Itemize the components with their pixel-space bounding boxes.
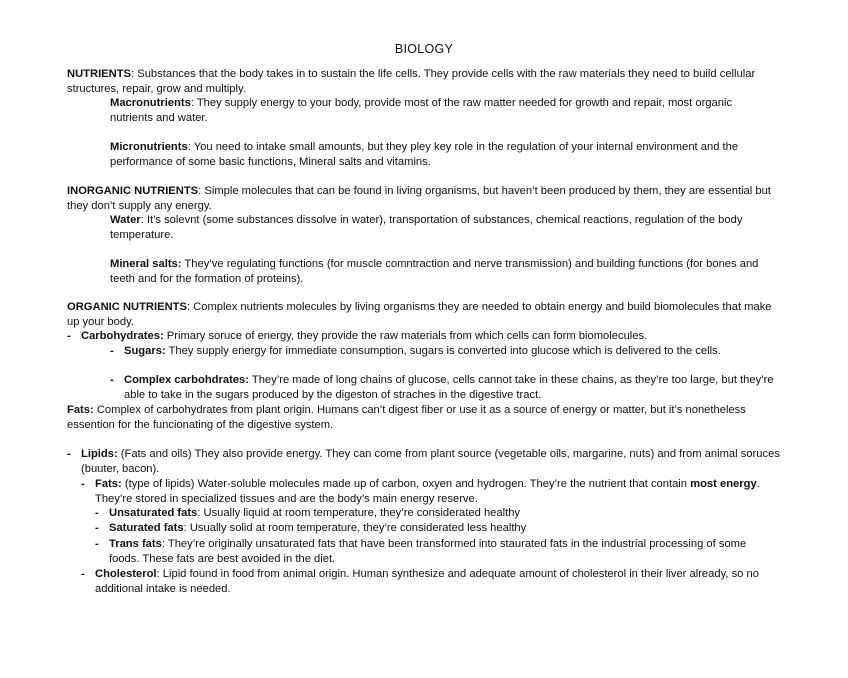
bullet-dash: - bbox=[110, 345, 114, 357]
saturated-fats-paragraph bbox=[109, 521, 769, 536]
nutrients-paragraph bbox=[67, 67, 787, 96]
inorganic-paragraph bbox=[67, 184, 787, 213]
fats-paragraph bbox=[95, 477, 760, 506]
fats-text-a: (type of lipids) Water-soluble molecules made up of carbon, oxyen and hydrogen. They’re the nutrient that contain bbox=[121, 478, 691, 490]
lipids-term: Lipids: bbox=[81, 448, 118, 460]
fats-note-term: Fats: bbox=[67, 404, 94, 416]
water-text: : It’s solevnt (some substances dissolve in water), transportation of substances, chemical reactions, regulation of the body temperature. bbox=[110, 214, 743, 241]
unsaturated-fats-text: : Usually liquid at room temperature, they’re considerated healthy bbox=[197, 507, 521, 519]
bullet-dash: - bbox=[95, 507, 99, 519]
saturated-fats-term: Saturated fats bbox=[109, 522, 184, 534]
carbohydrates-term: Carbohydrates: bbox=[81, 330, 164, 342]
nutrients-text: : Substances that the body takes in to sustain the life cells. They provide cells with the raw materials they need to build cellular structures, repair, grow and multiply. bbox=[67, 68, 756, 95]
page-title: BIOLOGY bbox=[394, 42, 454, 56]
bullet-dash: - bbox=[81, 478, 85, 490]
cholesterol-text: : Lipid found in food from animal origin. Human synthesize and adequate amount of cholesterol in their liver already, so no additional intake is needed. bbox=[95, 568, 759, 595]
trans-fats-term: Trans fats bbox=[109, 538, 162, 550]
fats-most-energy: most energy bbox=[690, 478, 757, 490]
sugars-paragraph bbox=[124, 344, 784, 359]
unsaturated-fats-paragraph bbox=[109, 506, 769, 521]
nutrients-term: NUTRIENTS bbox=[67, 68, 132, 80]
micronutrients-paragraph bbox=[110, 140, 770, 169]
micronutrients-term: Micronutrients bbox=[110, 141, 188, 153]
carbohydrates-paragraph bbox=[81, 329, 786, 344]
bullet-dash: - bbox=[67, 330, 71, 342]
complex-carbohydrates-paragraph bbox=[124, 373, 784, 402]
organic-text: : Complex nutrients molecules by living organisms they are needed to obtain energy and build biomolecules that make up your body. bbox=[67, 301, 772, 328]
carbohydrates-text: Primary soruce of energy, they provide the raw materials from which cells can form biomolecules. bbox=[163, 330, 648, 342]
sugars-term: Sugars: bbox=[124, 345, 166, 357]
bullet-dash: - bbox=[67, 448, 71, 460]
fats-note-paragraph bbox=[67, 403, 782, 432]
mineral-salts-term: Mineral salts: bbox=[110, 258, 182, 270]
water-term: Water bbox=[110, 214, 141, 226]
bullet-dash: - bbox=[95, 522, 99, 534]
fats-note-text: Complex of carbohydrates from plant origin. Humans can’t digest fiber or use it as a source of energy or matter, but it’s nonetheless essention for the funcionating of the digestive system. bbox=[67, 404, 746, 431]
bullet-dash: - bbox=[110, 374, 114, 386]
water-paragraph bbox=[110, 213, 785, 242]
organic-paragraph bbox=[67, 300, 787, 329]
fats-text-b: . They’re stored in specialized tissues and are the body’s main energy reserve. bbox=[95, 478, 760, 505]
bullet-dash: - bbox=[95, 538, 99, 550]
complex-carbohydrates-term: Complex carbohdrates: bbox=[124, 374, 249, 386]
lipids-paragraph bbox=[81, 447, 781, 476]
mineral-salts-text: They’ve regulating functions (for muscle comntraction and nerve transmission) and building functions (for bones and teeth and for the formation of proteins). bbox=[110, 258, 759, 285]
fats-term: Fats: bbox=[95, 478, 122, 490]
cholesterol-term: Cholesterol bbox=[95, 568, 157, 580]
macronutrients-text: : They supply energy to your body, provide most of the raw matter needed for growth and repair, most organic nutrients and water. bbox=[110, 97, 733, 124]
cholesterol-paragraph bbox=[95, 567, 765, 596]
bullet-dash: - bbox=[81, 568, 85, 580]
complex-carbohydrates-text: They’re made of long chains of glucose, cells cannot take in these chains, as they’re too large, but they’re able to take in the sugars produced by the digeston of straches in the digestive tract. bbox=[124, 374, 774, 401]
lipids-text: (Fats and oils) They also provide energy. They can come from plant source (vegetable oils, margarine, nuts) and from animal soruces (buuter, bacon). bbox=[81, 448, 780, 475]
saturated-fats-text: : Usually solid at room temperature, they’re considerated less healthy bbox=[183, 522, 527, 534]
micronutrients-text: : You need to intake small amounts, but they pley key role in the regulation of your internal environment and the performance of some basic functions, Mineral salts and vitamins. bbox=[110, 141, 739, 168]
unsaturated-fats-term: Unsaturated fats bbox=[109, 507, 198, 519]
trans-fats-text: : They’re originally unsaturated fats that have been transformed into staurated fats in the industrial processing of some foods. These fats are best avoided in the diet. bbox=[109, 538, 747, 565]
inorganic-term: INORGANIC NUTRIENTS bbox=[67, 185, 199, 197]
inorganic-text: : Simple molecules that can be found in living organisms, but haven’t been produced by them, they are essential but they don’t supply any energy. bbox=[67, 185, 771, 212]
sugars-text: They supply energy for immediate consumption, sugars is converted into glucose which is delivered to the cells. bbox=[165, 345, 721, 357]
organic-term: ORGANIC NUTRIENTS bbox=[67, 301, 187, 313]
trans-fats-paragraph bbox=[109, 537, 749, 566]
macronutrients-paragraph bbox=[110, 96, 770, 125]
macronutrients-term: Macronutrients bbox=[110, 97, 191, 109]
mineral-salts-paragraph bbox=[110, 257, 785, 286]
